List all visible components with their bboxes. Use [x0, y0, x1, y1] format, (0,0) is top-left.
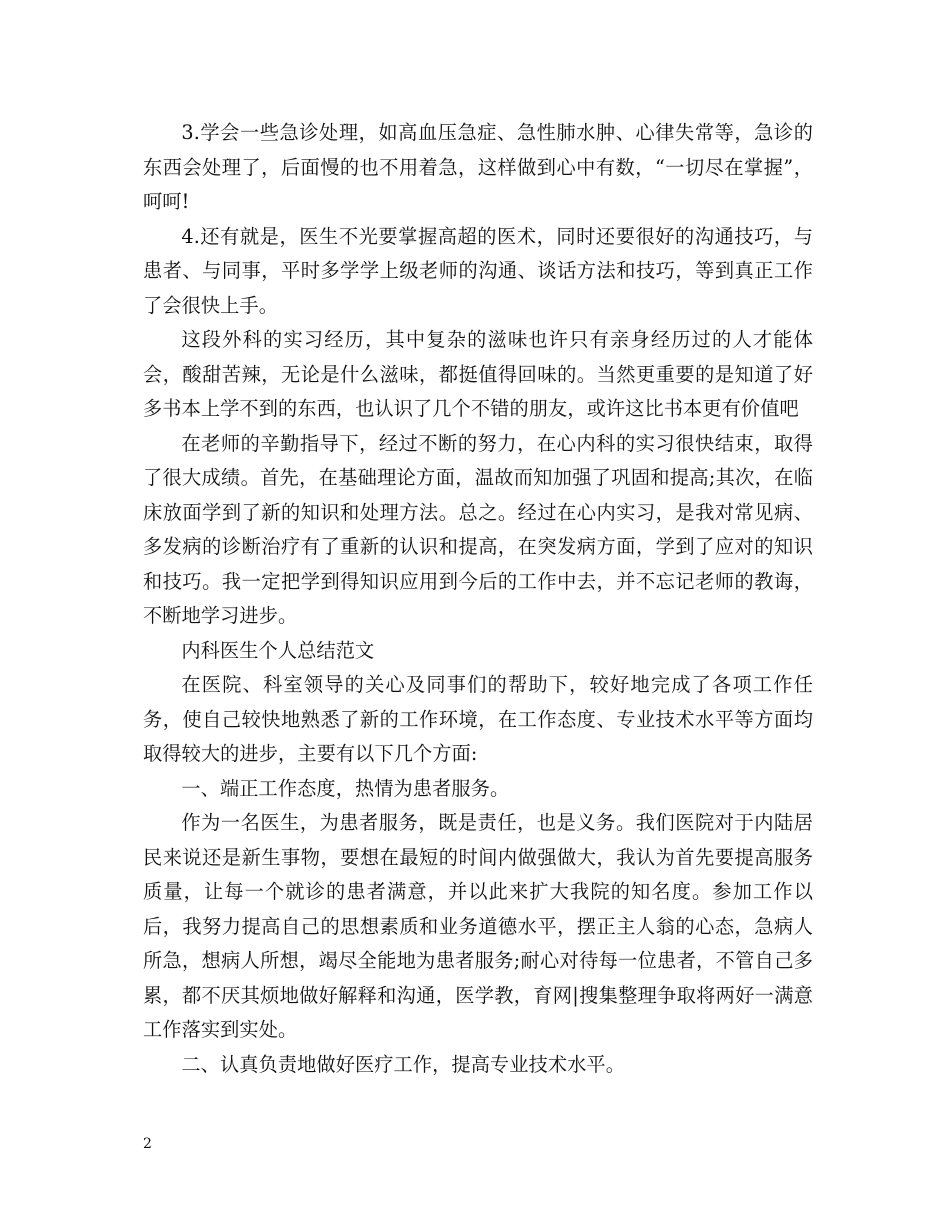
page-number: 2	[143, 1136, 152, 1152]
section-heading-work-attitude: 一、端正工作态度，热情为患者服务。	[181, 776, 510, 800]
paragraph-cardiology-internship-summary: 在老师的辛勤指导下，经过不断的努力，在心内科的实习很快结束，取得了很大成绩。首先，在基础理论方面，温故而知加强了巩固和提高;其次，在临床放面学到了新的知识和处理方法。总之。经过在心内实习，是我对常见病、多发病的诊断治疗有了重新的认识和提高，在突发病方面，学到了应对的知识和技巧。我一定把学到得知识应用到今后的工作中去，并不忘记老师的教诲，不断地学习进步。	[143, 431, 813, 627]
paragraph-communication-skills: 4.还有就是，医生不光要掌握高超的医术，同时还要很好的沟通技巧，与患者、与同事，平时多学学上级老师的沟通、谈话方法和技巧，等到真正工作了会很快上手。	[143, 224, 813, 317]
paragraph-emergency-handling: 3.学会一些急诊处理，如高血压急症、急性肺水肿、心律失常等，急诊的东西会处理了，后面慢的也不用着急，这样做到心中有数，“一切尽在掌握”，呵呵!	[143, 121, 813, 213]
paragraph-surgery-internship-reflection: 这段外科的实习经历，其中复杂的滋味也许只有亲身经历过的人才能体会，酸甜苦辣，无论是什么滋味，都挺值得回味的。当然更重要的是知道了好多书本上学不到的东西，也认识了几个不错的朋友，或许这比书本更有价值吧	[143, 328, 813, 420]
document-body	[143, 116, 813, 1082]
paragraph-patient-service: 作为一名医生，为患者服务，既是责任，也是义务。我们医院对于内陆居民来说还是新生事物，要想在最短的时间内做强做大，我认为首先要提高服务质量，让每一个就诊的患者满意，并以此来扩大我院的知名度。参加工作以后，我努力提高自己的思想素质和业务道德水平，摆正主人翁的心态，急病人所急，想病人所想，竭尽全能地为患者服务;耐心对待每一位患者，不管自己多累，都不厌其烦地做好解释和沟通，医学教，育网|搜集整理争取将两好一满意工作落实到实处。	[143, 811, 813, 1041]
paragraph-introduction: 在医院、科室领导的关心及同事们的帮助下，较好地完成了各项工作任务，使自己较快地熟悉了新的工作环境，在工作态度、专业技术水平等方面均取得较大的进步，主要有以下几个方面:	[143, 673, 813, 765]
section-title: 内科医生个人总结范文	[181, 638, 375, 662]
section-heading-medical-work: 二、认真负责地做好医疗工作，提高专业技术水平。	[181, 1052, 626, 1076]
